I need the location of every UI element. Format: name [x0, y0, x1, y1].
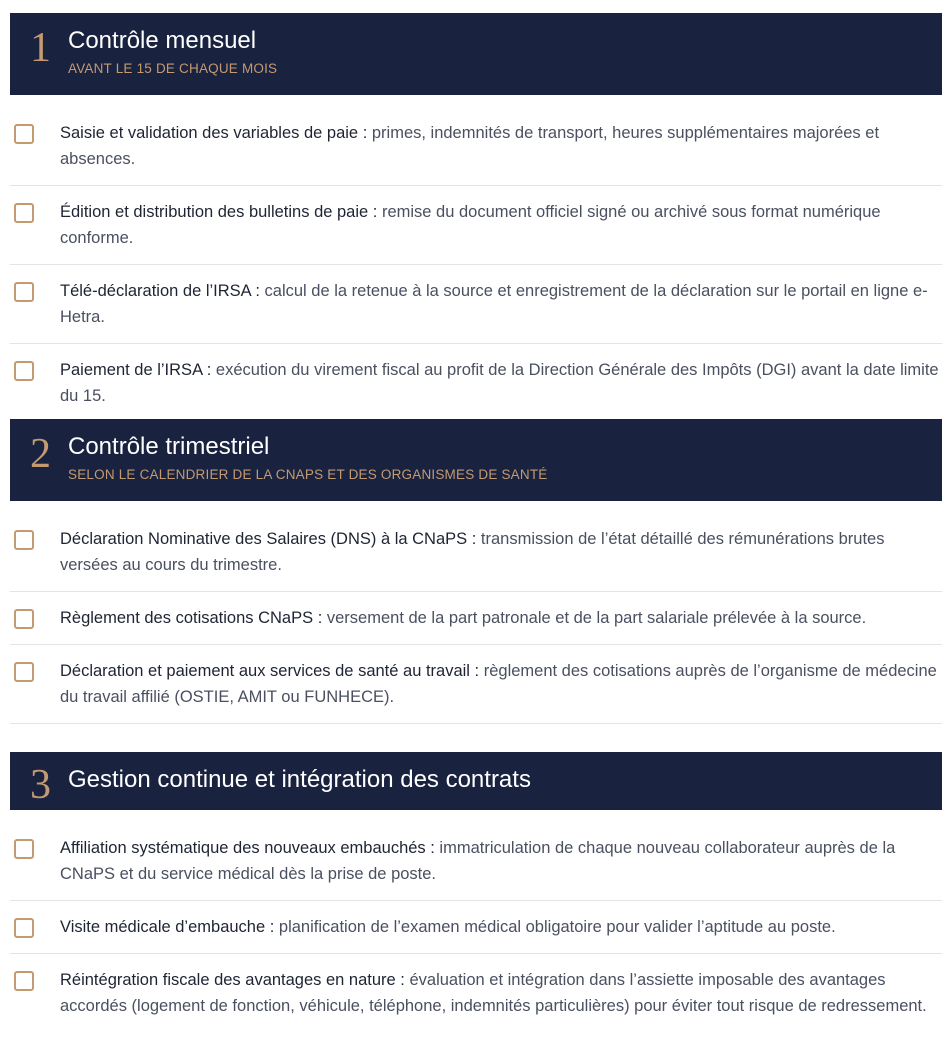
item-lead: Règlement des cotisations CNaPS : [60, 609, 323, 627]
section-subtitle: AVANT LE 15 DE CHAQUE MOIS [68, 61, 278, 76]
item-text: transmission de l’état détaillé des rémunérations brutes versées au cours du trimestre. [60, 530, 885, 574]
checklist-item [10, 513, 942, 592]
section-subtitle: SELON LE CALENDRIER DE LA CNAPS ET DES ORGANISMES DE SANTÉ [68, 467, 548, 482]
item-text: primes, indemnités de transport, heures supplémentaires majorées et absences. [60, 124, 880, 168]
item-text: calcul de la retenue à la source et enregistrement de la déclaration sur le portail en ligne e-Hetra. [60, 282, 928, 326]
section-title: Contrôle mensuel [68, 27, 257, 54]
item-lead: Déclaration Nominative des Salaires (DNS) à la CNaPS : [60, 530, 477, 548]
checklist-item [10, 954, 942, 1032]
checkbox[interactable] [14, 839, 34, 859]
section-monthly [10, 13, 942, 423]
item-text: exécution du virement fiscal au profit de la Direction Générale des Impôts (DGI) avant la date limite du 15. [60, 361, 939, 405]
section-header [10, 752, 942, 810]
checkbox[interactable] [14, 361, 34, 381]
item-text: immatriculation de chaque nouveau collaborateur auprès de la CNaPS et du service médical dès la prise de poste. [60, 839, 896, 883]
item-lead: Saisie et validation des variables de paie : [60, 124, 368, 142]
checklist-item [10, 265, 942, 344]
section-number: 1 [30, 25, 51, 71]
section-quarterly [10, 419, 942, 724]
checkbox[interactable] [14, 609, 34, 629]
checklist-item [10, 901, 942, 954]
checkbox[interactable] [14, 662, 34, 682]
item-text: évaluation et intégration dans l’assiette imposable des avantages accordés (logement de fonction, véhicule, téléphone, indemnités particulières) pour éviter tout risque de redressement. [60, 971, 927, 1015]
item-lead: Affiliation systématique des nouveaux embauchés : [60, 839, 435, 857]
item-lead: Édition et distribution des bulletins de paie : [60, 203, 378, 221]
item-text: remise du document officiel signé ou archivé sous format numérique conforme. [60, 203, 881, 247]
item-text: versement de la part patronale et de la part salariale prélevée à la source. [322, 609, 867, 627]
item-lead: Visite médicale d’embauche : [60, 918, 275, 936]
section-header [10, 13, 942, 95]
checklist-item [10, 186, 942, 265]
section-header [10, 419, 942, 501]
item-lead: Paiement de l’IRSA : [60, 361, 212, 379]
checklist-item [10, 344, 942, 423]
checklist-item [10, 107, 942, 186]
checkbox[interactable] [14, 124, 34, 144]
section-continuous [10, 752, 942, 1032]
checklist-item [10, 822, 942, 901]
section-number: 3 [30, 762, 51, 808]
checkbox[interactable] [14, 282, 34, 302]
checkbox[interactable] [14, 918, 34, 938]
checkbox[interactable] [14, 530, 34, 550]
checklist-item [10, 645, 942, 724]
item-lead: Déclaration et paiement aux services de santé au travail : [60, 662, 480, 680]
item-text: planification de l’examen médical obligatoire pour valider l’aptitude au poste. [274, 918, 836, 936]
section-title: Contrôle trimestriel [68, 433, 270, 460]
item-lead: Réintégration fiscale des avantages en nature : [60, 971, 405, 989]
checkbox[interactable] [14, 203, 34, 223]
section-title: Gestion continue et intégration des contrats [68, 766, 531, 793]
item-lead: Télé-déclaration de l’IRSA : [60, 282, 260, 300]
section-number: 2 [30, 431, 51, 477]
checklist-item [10, 592, 942, 645]
item-text: règlement des cotisations auprès de l’organisme de médecine du travail affilié (OSTIE, AMIT ou FUNHECE). [60, 662, 937, 706]
checkbox[interactable] [14, 971, 34, 991]
